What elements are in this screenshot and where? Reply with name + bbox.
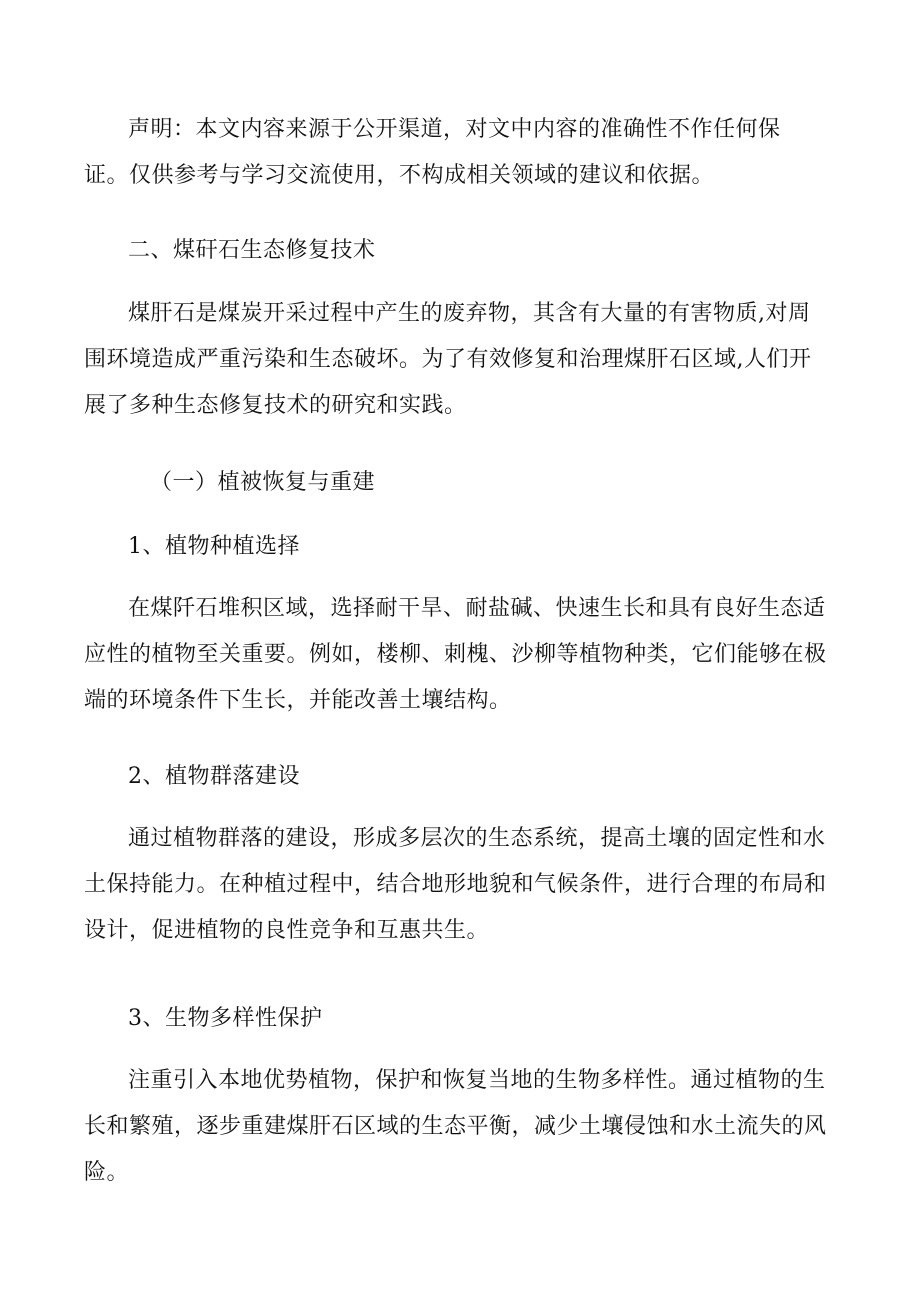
item-3-line-1: 注重引入本地优势植物，保护和恢复当地的生物多样性。通过植物的生 [128,1068,826,1093]
item-paragraph-2 [84,816,828,954]
item-heading-1 [128,524,828,570]
item-paragraph-3 [84,1058,828,1196]
disclaimer-line-1: 声明：本文内容来源于公开渠道，对文中内容的准确性不作任何保 [128,117,781,142]
section-heading [128,228,828,274]
item-3-line-3: 险。 [84,1160,130,1185]
intro-line-1: 煤肝石是煤炭开采过程中产生的废弃物，其含有大量的有害物质,对周 [128,301,811,326]
item-1-line-3: 端的环境条件下生长，并能改善土壤结构。 [84,688,512,713]
item-1-line-2: 应性的植物至关重要。例如，楼柳、刺槐、沙柳等植物种类，它们能够在极 [84,642,827,667]
disclaimer-paragraph [84,107,828,199]
subsection-heading [150,460,850,506]
intro-line-2: 围环境造成严重污染和生态破坏。为了有效修复和治理煤肝石区域,人们开 [84,347,812,372]
subsection-heading-text: （一）植被恢复与重建 [150,470,376,495]
intro-paragraph [84,291,828,429]
item-3-line-2: 长和繁殖，逐步重建煤肝石区域的生态平衡，减少土壤侵蚀和水土流失的风 [84,1114,827,1139]
item-heading-2 [128,754,828,800]
item-paragraph-1 [84,586,828,724]
item-1-line-1: 在煤阡石堆积区域，选择耐干旱、耐盐碱、快速生长和具有良好生态适 [128,596,826,621]
item-heading-3-text: 3、生物多样性保护 [128,1006,323,1031]
disclaimer-line-2: 证。仅供参考与学习交流使用，不构成相关领域的建议和依据。 [84,163,715,188]
item-heading-1-text: 1、植物种植选择 [128,534,300,559]
item-2-line-1: 通过植物群落的建设，形成多层次的生态系统，提高土壤的固定性和水 [128,826,826,851]
intro-line-3: 展了多种生态修复技术的研究和实践。 [84,393,467,418]
item-2-line-3: 设计，促进植物的良性竞争和互惠共生。 [84,918,490,943]
section-heading-text: 二、煤矸石生态修复技术 [128,238,376,263]
item-2-line-2: 土保持能力。在种植过程中，结合地形地貌和气候条件，进行合理的布局和 [84,872,827,897]
item-heading-3 [128,996,828,1042]
item-heading-2-text: 2、植物群落建设 [128,764,300,789]
